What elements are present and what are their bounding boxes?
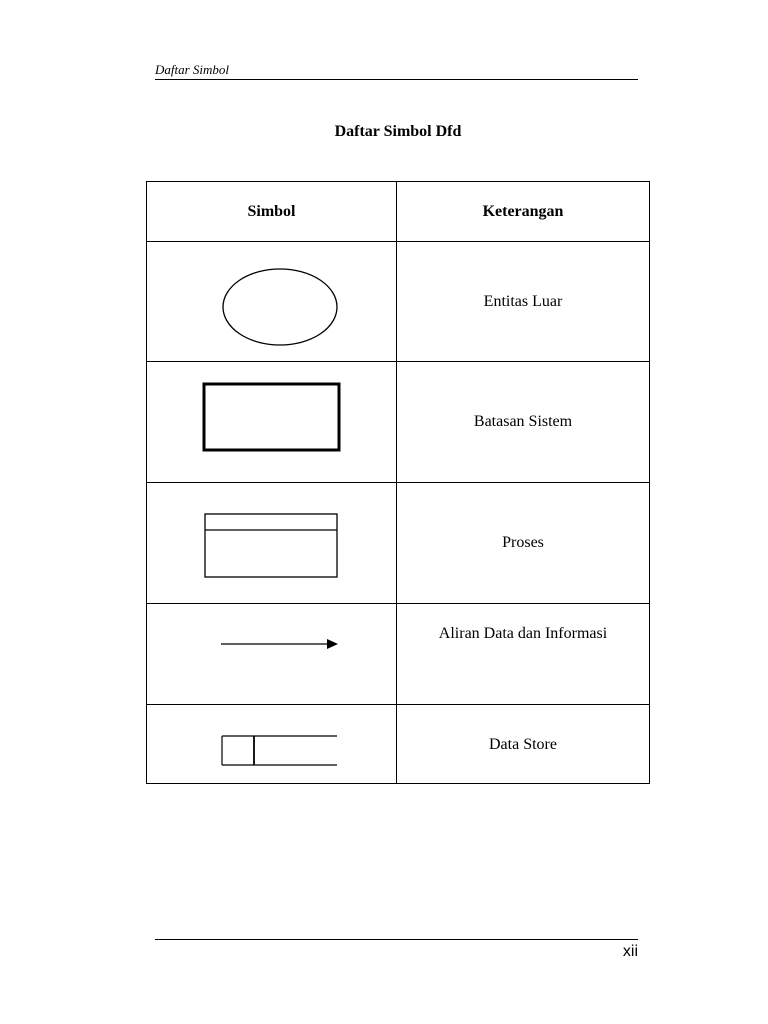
table-row bbox=[147, 705, 650, 784]
table-row bbox=[147, 242, 650, 362]
column-header-description: Keterangan bbox=[397, 182, 650, 242]
description-cell: Aliran Data dan Informasi bbox=[397, 604, 650, 705]
symbol-cell bbox=[147, 362, 397, 483]
thick-rectangle-icon bbox=[147, 362, 397, 482]
header-rule bbox=[155, 79, 638, 80]
table-row bbox=[147, 483, 650, 604]
table-row bbox=[147, 604, 650, 705]
symbol-cell bbox=[147, 604, 397, 705]
table-header-row bbox=[147, 182, 650, 242]
footer-rule bbox=[155, 939, 638, 940]
running-header: Daftar Simbol bbox=[155, 62, 230, 77]
arrow-right-icon bbox=[147, 604, 397, 704]
process-box-icon bbox=[147, 483, 397, 603]
ellipse-icon bbox=[147, 242, 397, 361]
symbol-cell bbox=[147, 483, 397, 604]
page-number: xii bbox=[622, 943, 638, 960]
table-row bbox=[147, 362, 650, 483]
description-cell: Batasan Sistem bbox=[397, 362, 650, 483]
column-header-symbol: Simbol bbox=[147, 182, 397, 242]
description-cell: Proses bbox=[397, 483, 650, 604]
description-cell: Entitas Luar bbox=[397, 242, 650, 362]
data-store-icon bbox=[147, 705, 397, 783]
description-cell: Data Store bbox=[397, 705, 650, 784]
symbol-cell bbox=[147, 242, 397, 362]
symbol-cell bbox=[147, 705, 397, 784]
page-title: Daftar Simbol Dfd bbox=[334, 123, 462, 140]
symbol-table bbox=[146, 181, 650, 784]
